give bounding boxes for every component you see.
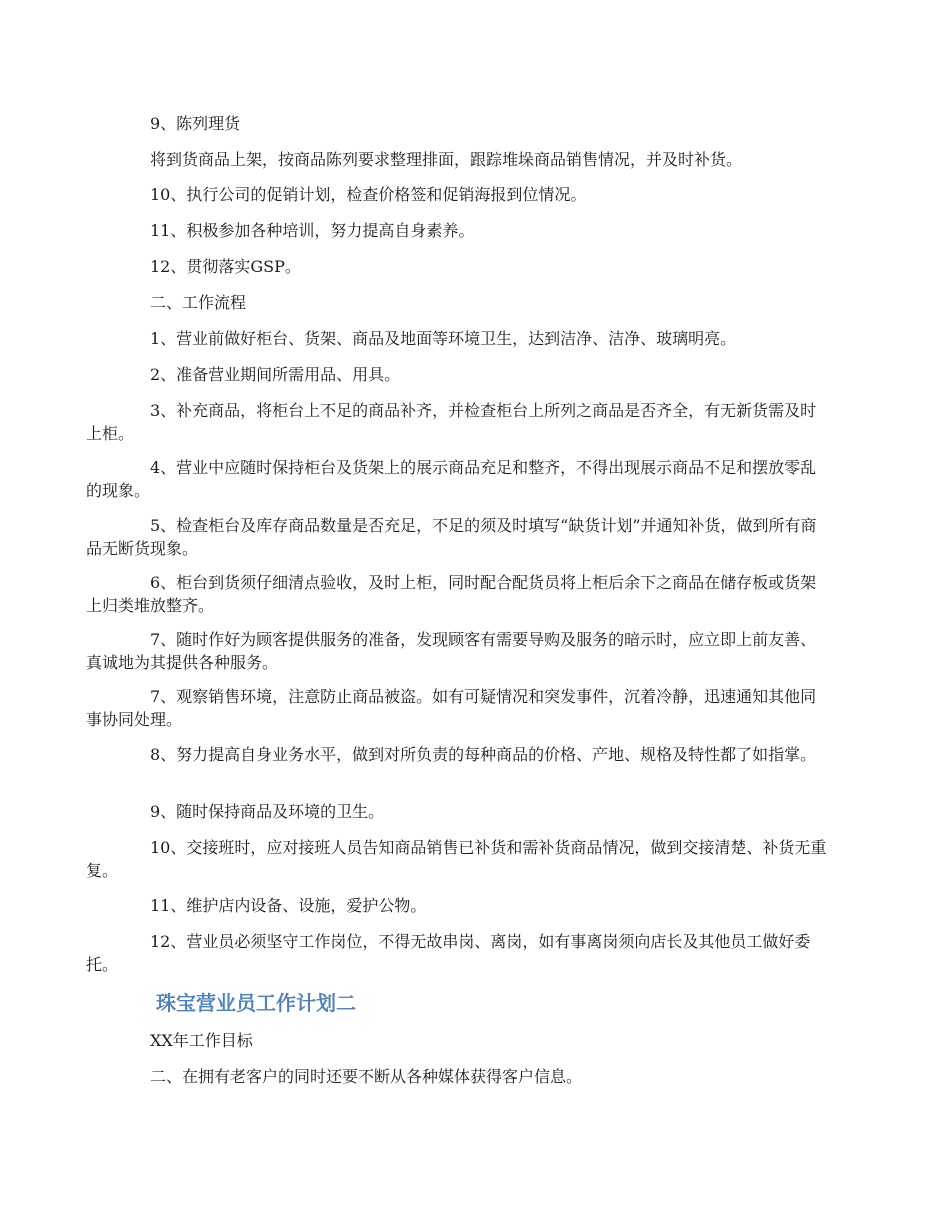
- paragraph: 4、营业中应随时保持柜台及货架上的展示商品充足和整齐，不得出现展示商品不足和摆放零乱的现象。: [86, 458, 817, 500]
- paragraph: 8、努力提高自身业务水平，做到对所负责的每种商品的价格、产地、规格及特性都了如指掌。: [150, 745, 817, 764]
- heading-title: 珠宝营业员工作计划二: [156, 991, 356, 1015]
- section-heading: 二、工作流程: [150, 293, 247, 312]
- paragraph: 3、补充商品，将柜台上不足的商品补齐，并检查柜台上所列之商品是否齐全，有无新货需及时上柜。: [86, 401, 817, 443]
- paragraph: 11、维护店内设备、设施，爱护公物。: [150, 896, 427, 915]
- paragraph: 6、柜台到货须仔细清点验收，及时上柜，同时配合配货员将上柜后余下之商品在储存板或货架上归类堆放整齐。: [86, 573, 817, 615]
- paragraph: 2、准备营业期间所需用品、用具。: [150, 365, 401, 384]
- paragraph: 7、观察销售环境，注意防止商品被盗。如有可疑情况和突发事件，沉着冷静，迅速通知其他同事协同处理。: [86, 687, 817, 729]
- paragraph: 5、检查柜台及库存商品数量是否充足，不足的须及时填写“缺货计划”并通知补货，做到所有商品无断货现象。: [86, 516, 817, 558]
- paragraph: XX年工作目标: [150, 1031, 253, 1050]
- paragraph: 9、随时保持商品及环境的卫生。: [150, 802, 385, 821]
- paragraph: 11、积极参加各种培训，努力提高自身素养。: [150, 221, 475, 240]
- paragraph: 12、贯彻落实GSP。: [150, 257, 301, 276]
- paragraph: 二、在拥有老客户的同时还要不断从各种媒体获得客户信息。: [150, 1067, 583, 1086]
- paragraph: 9、陈列理货: [150, 114, 241, 133]
- paragraph: 将到货商品上架，按商品陈列要求整理排面，跟踪堆垛商品销售情况，并及时补货。: [150, 150, 743, 169]
- paragraph: 10、执行公司的促销计划，检查价格签和促销海报到位情况。: [150, 185, 587, 204]
- paragraph: 7、随时作好为顾客提供服务的准备，发现顾客有需要导购及服务的暗示时，应立即上前友善、真诚地为其提供各种服务。: [86, 630, 817, 672]
- paragraph: 12、营业员必须坚守工作岗位，不得无故串岗、离岗，如有事离岗须向店长及其他员工做好委托。: [86, 932, 811, 974]
- paragraph: 1、营业前做好柜台、货架、商品及地面等环境卫生，达到洁净、洁净、玻璃明亮。: [150, 329, 737, 348]
- paragraph: 10、交接班时，应对接班人员告知商品销售已补货和需补货商品情况，做到交接清楚、补货无重复。: [86, 838, 827, 880]
